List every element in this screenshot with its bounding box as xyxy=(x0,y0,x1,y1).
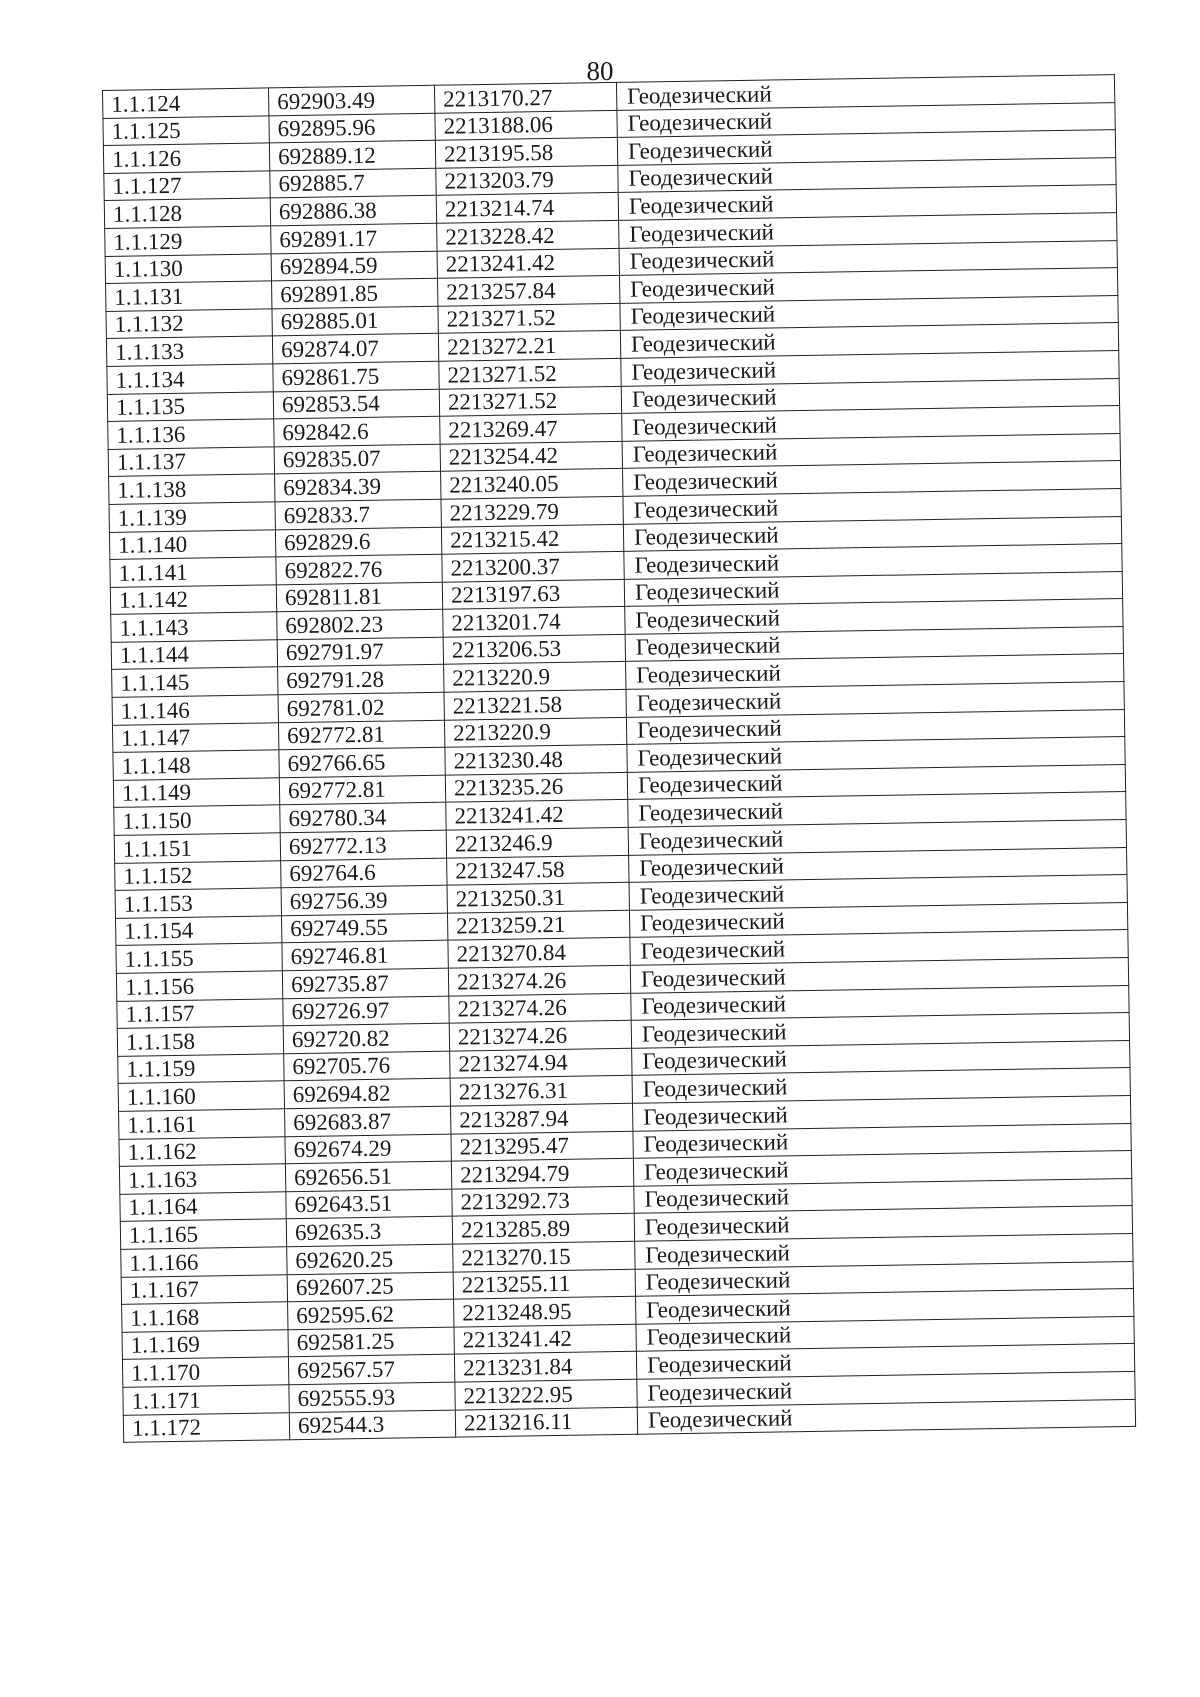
y-coordinate-cell: 2213255.11 xyxy=(453,1269,635,1299)
y-coordinate-cell: 2213195.58 xyxy=(435,138,617,168)
y-coordinate-cell: 2213272.21 xyxy=(438,331,620,361)
y-coordinate-cell: 2213285.89 xyxy=(452,1214,634,1244)
point-type-cell: Геодезический xyxy=(619,240,1117,275)
point-type-cell: Геодезический xyxy=(636,1316,1134,1351)
y-coordinate-cell: 2213229.79 xyxy=(441,496,623,526)
y-coordinate-cell: 2213276.31 xyxy=(450,1076,632,1106)
point-id-cell: 1.1.126 xyxy=(103,143,269,173)
point-id-cell: 1.1.172 xyxy=(123,1412,289,1442)
point-id-cell: 1.1.153 xyxy=(115,888,281,918)
point-id-cell: 1.1.137 xyxy=(108,447,274,477)
point-type-cell: Геодезический xyxy=(631,1013,1129,1048)
point-type-cell: Геодезический xyxy=(625,599,1123,634)
point-type-cell: Геодезический xyxy=(629,847,1127,882)
y-coordinate-cell: 2213201.74 xyxy=(443,607,625,637)
y-coordinate-cell: 2213270.15 xyxy=(453,1241,635,1271)
x-coordinate-cell: 692802.23 xyxy=(277,609,443,639)
x-coordinate-cell: 692726.97 xyxy=(283,996,449,1026)
point-type-cell: Геодезический xyxy=(632,1095,1130,1130)
x-coordinate-cell: 692749.55 xyxy=(281,913,447,943)
y-coordinate-cell: 2213222.95 xyxy=(455,1379,637,1409)
point-id-cell: 1.1.154 xyxy=(116,916,282,946)
x-coordinate-cell: 692791.97 xyxy=(277,637,443,667)
x-coordinate-cell: 692834.39 xyxy=(275,472,441,502)
point-type-cell: Геодезический xyxy=(624,571,1122,606)
x-coordinate-cell: 692683.87 xyxy=(285,1106,451,1136)
point-type-cell: Геодезический xyxy=(621,378,1119,413)
point-type-cell: Геодезический xyxy=(622,433,1120,468)
point-id-cell: 1.1.130 xyxy=(105,253,271,283)
coordinates-table xyxy=(102,74,1136,1443)
point-type-cell: Геодезический xyxy=(617,130,1115,165)
x-coordinate-cell: 692889.12 xyxy=(269,140,435,170)
point-type-cell: Геодезический xyxy=(627,764,1125,799)
point-type-cell: Геодезический xyxy=(633,1151,1131,1186)
y-coordinate-cell: 2213188.06 xyxy=(435,110,617,140)
point-id-cell: 1.1.142 xyxy=(110,585,276,615)
x-coordinate-cell: 692829.6 xyxy=(275,527,441,557)
point-type-cell: Геодезический xyxy=(618,157,1116,192)
point-id-cell: 1.1.169 xyxy=(122,1329,288,1359)
x-coordinate-cell: 692891.17 xyxy=(271,223,437,253)
y-coordinate-cell: 2213170.27 xyxy=(434,82,616,112)
x-coordinate-cell: 692766.65 xyxy=(279,747,445,777)
point-type-cell: Геодезический xyxy=(630,930,1128,965)
point-type-cell: Геодезический xyxy=(637,1399,1135,1434)
y-coordinate-cell: 2213271.52 xyxy=(439,358,621,388)
point-id-cell: 1.1.149 xyxy=(113,778,279,808)
y-coordinate-cell: 2213203.79 xyxy=(436,165,618,195)
x-coordinate-cell: 692874.07 xyxy=(272,334,438,364)
point-type-cell: Геодезический xyxy=(623,461,1121,496)
page-number: 80 xyxy=(586,56,614,86)
point-id-cell: 1.1.145 xyxy=(112,667,278,697)
x-coordinate-cell: 692694.82 xyxy=(284,1079,450,1109)
point-id-cell: 1.1.131 xyxy=(106,281,272,311)
point-type-cell: Геодезический xyxy=(635,1233,1133,1268)
y-coordinate-cell: 2213197.63 xyxy=(442,579,624,609)
y-coordinate-cell: 2213250.31 xyxy=(447,883,629,913)
x-coordinate-cell: 692903.49 xyxy=(268,85,434,115)
point-type-cell: Геодезический xyxy=(616,75,1114,110)
x-coordinate-cell: 692835.07 xyxy=(274,444,440,474)
y-coordinate-cell: 2213294.79 xyxy=(451,1158,633,1188)
point-type-cell: Геодезический xyxy=(627,737,1125,772)
x-coordinate-cell: 692756.39 xyxy=(281,885,447,915)
x-coordinate-cell: 692656.51 xyxy=(285,1161,451,1191)
point-id-cell: 1.1.141 xyxy=(110,557,276,587)
point-id-cell: 1.1.161 xyxy=(119,1109,285,1139)
y-coordinate-cell: 2213269.47 xyxy=(440,414,622,444)
x-coordinate-cell: 692891.85 xyxy=(272,278,438,308)
y-coordinate-cell: 2213274.26 xyxy=(449,1020,631,1050)
y-coordinate-cell: 2213200.37 xyxy=(442,551,624,581)
point-id-cell: 1.1.157 xyxy=(117,998,283,1028)
point-type-cell: Геодезический xyxy=(619,213,1117,248)
x-coordinate-cell: 692842.6 xyxy=(274,416,440,446)
point-id-cell: 1.1.168 xyxy=(122,1302,288,1332)
point-id-cell: 1.1.138 xyxy=(109,474,275,504)
point-type-cell: Геодезический xyxy=(619,268,1117,303)
point-type-cell: Геодезический xyxy=(636,1344,1134,1379)
point-id-cell: 1.1.147 xyxy=(112,722,278,752)
point-type-cell: Геодезический xyxy=(623,488,1121,523)
y-coordinate-cell: 2213274.94 xyxy=(450,1048,632,1078)
point-type-cell: Геодезический xyxy=(629,902,1127,937)
y-coordinate-cell: 2213230.48 xyxy=(445,745,627,775)
y-coordinate-cell: 2213271.52 xyxy=(438,303,620,333)
x-coordinate-cell: 692780.34 xyxy=(280,803,446,833)
point-type-cell: Геодезический xyxy=(622,406,1120,441)
x-coordinate-cell: 692781.02 xyxy=(278,692,444,722)
x-coordinate-cell: 692811.81 xyxy=(276,582,442,612)
point-id-cell: 1.1.136 xyxy=(108,419,274,449)
y-coordinate-cell: 2213241.42 xyxy=(454,1324,636,1354)
x-coordinate-cell: 692635.3 xyxy=(286,1216,452,1246)
point-type-cell: Геодезический xyxy=(633,1123,1131,1158)
point-type-cell: Геодезический xyxy=(636,1289,1134,1324)
point-id-cell: 1.1.160 xyxy=(118,1081,284,1111)
x-coordinate-cell: 692772.81 xyxy=(279,775,445,805)
x-coordinate-cell: 692620.25 xyxy=(287,1244,453,1274)
point-type-cell: Геодезический xyxy=(634,1206,1132,1241)
x-coordinate-cell: 692895.96 xyxy=(269,113,435,143)
point-id-cell: 1.1.148 xyxy=(113,750,279,780)
point-id-cell: 1.1.133 xyxy=(106,336,272,366)
point-id-cell: 1.1.170 xyxy=(122,1357,288,1387)
x-coordinate-cell: 692894.59 xyxy=(271,251,437,281)
x-coordinate-cell: 692705.76 xyxy=(284,1051,450,1081)
y-coordinate-cell: 2213292.73 xyxy=(452,1186,634,1216)
y-coordinate-cell: 2213274.26 xyxy=(449,993,631,1023)
point-id-cell: 1.1.171 xyxy=(123,1385,289,1415)
y-coordinate-cell: 2213231.84 xyxy=(454,1352,636,1382)
point-type-cell: Геодезический xyxy=(626,682,1124,717)
y-coordinate-cell: 2213274.26 xyxy=(448,965,630,995)
x-coordinate-cell: 692567.57 xyxy=(288,1354,454,1384)
x-coordinate-cell: 692764.6 xyxy=(281,858,447,888)
x-coordinate-cell: 692791.28 xyxy=(278,665,444,695)
point-id-cell: 1.1.159 xyxy=(118,1054,284,1084)
y-coordinate-cell: 2213220.9 xyxy=(444,662,626,692)
x-coordinate-cell: 692885.01 xyxy=(272,306,438,336)
point-type-cell: Геодезический xyxy=(624,544,1122,579)
point-type-cell: Геодезический xyxy=(621,350,1119,385)
x-coordinate-cell: 692746.81 xyxy=(282,941,448,971)
y-coordinate-cell: 2213254.42 xyxy=(440,441,622,471)
point-type-cell: Геодезический xyxy=(637,1371,1135,1406)
point-id-cell: 1.1.144 xyxy=(111,640,277,670)
point-type-cell: Геодезический xyxy=(628,792,1126,827)
point-id-cell: 1.1.129 xyxy=(105,226,271,256)
point-type-cell: Геодезический xyxy=(632,1068,1130,1103)
point-id-cell: 1.1.151 xyxy=(114,833,280,863)
point-id-cell: 1.1.166 xyxy=(121,1247,287,1277)
x-coordinate-cell: 692833.7 xyxy=(275,499,441,529)
point-type-cell: Геодезический xyxy=(635,1261,1133,1296)
x-coordinate-cell: 692885.7 xyxy=(270,168,436,198)
point-id-cell: 1.1.132 xyxy=(106,309,272,339)
x-coordinate-cell: 692544.3 xyxy=(289,1410,455,1440)
x-coordinate-cell: 692772.13 xyxy=(280,830,446,860)
point-type-cell: Геодезический xyxy=(625,626,1123,661)
x-coordinate-cell: 692772.81 xyxy=(278,720,444,750)
point-id-cell: 1.1.150 xyxy=(114,805,280,835)
point-type-cell: Геодезический xyxy=(626,654,1124,689)
x-coordinate-cell: 692643.51 xyxy=(286,1189,452,1219)
x-coordinate-cell: 692581.25 xyxy=(288,1327,454,1357)
y-coordinate-cell: 2213247.58 xyxy=(447,855,629,885)
point-id-cell: 1.1.163 xyxy=(119,1164,285,1194)
table-body xyxy=(103,75,1136,1443)
point-id-cell: 1.1.143 xyxy=(111,612,277,642)
point-id-cell: 1.1.152 xyxy=(115,860,281,890)
x-coordinate-cell: 692853.54 xyxy=(273,389,439,419)
point-type-cell: Геодезический xyxy=(632,1040,1130,1075)
point-type-cell: Геодезический xyxy=(626,709,1124,744)
point-id-cell: 1.1.134 xyxy=(107,364,273,394)
point-id-cell: 1.1.146 xyxy=(112,695,278,725)
y-coordinate-cell: 2213241.42 xyxy=(446,800,628,830)
point-id-cell: 1.1.156 xyxy=(116,971,282,1001)
point-id-cell: 1.1.162 xyxy=(119,1136,285,1166)
x-coordinate-cell: 692607.25 xyxy=(287,1272,453,1302)
point-type-cell: Геодезический xyxy=(630,957,1128,992)
point-type-cell: Геодезический xyxy=(617,102,1115,137)
y-coordinate-cell: 2213206.53 xyxy=(443,634,625,664)
y-coordinate-cell: 2213216.11 xyxy=(455,1407,637,1437)
y-coordinate-cell: 2213221.58 xyxy=(444,689,626,719)
point-id-cell: 1.1.155 xyxy=(116,943,282,973)
y-coordinate-cell: 2213235.26 xyxy=(445,772,627,802)
point-type-cell: Геодезический xyxy=(634,1178,1132,1213)
point-type-cell: Геодезический xyxy=(628,820,1126,855)
point-id-cell: 1.1.167 xyxy=(121,1274,287,1304)
y-coordinate-cell: 2213246.9 xyxy=(446,827,628,857)
x-coordinate-cell: 692555.93 xyxy=(289,1382,455,1412)
y-coordinate-cell: 2213270.84 xyxy=(448,938,630,968)
y-coordinate-cell: 2213220.9 xyxy=(444,717,626,747)
x-coordinate-cell: 692674.29 xyxy=(285,1134,451,1164)
x-coordinate-cell: 692886.38 xyxy=(270,196,436,226)
y-coordinate-cell: 2213228.42 xyxy=(437,220,619,250)
y-coordinate-cell: 2213287.94 xyxy=(451,1103,633,1133)
y-coordinate-cell: 2213271.52 xyxy=(439,386,621,416)
point-id-cell: 1.1.158 xyxy=(117,1026,283,1056)
point-type-cell: Геодезический xyxy=(631,985,1129,1020)
y-coordinate-cell: 2213248.95 xyxy=(454,1296,636,1326)
point-id-cell: 1.1.135 xyxy=(107,391,273,421)
y-coordinate-cell: 2213241.42 xyxy=(437,248,619,278)
point-id-cell: 1.1.164 xyxy=(120,1191,286,1221)
x-coordinate-cell: 692861.75 xyxy=(273,361,439,391)
y-coordinate-cell: 2213259.21 xyxy=(447,910,629,940)
point-type-cell: Геодезический xyxy=(623,516,1121,551)
y-coordinate-cell: 2213214.74 xyxy=(436,193,618,223)
point-type-cell: Геодезический xyxy=(620,323,1118,358)
y-coordinate-cell: 2213240.05 xyxy=(441,469,623,499)
point-id-cell: 1.1.139 xyxy=(109,502,275,532)
x-coordinate-cell: 692822.76 xyxy=(276,554,442,584)
point-id-cell: 1.1.165 xyxy=(120,1219,286,1249)
point-type-cell: Геодезический xyxy=(618,185,1116,220)
point-id-cell: 1.1.127 xyxy=(104,171,270,201)
y-coordinate-cell: 2213215.42 xyxy=(441,524,623,554)
y-coordinate-cell: 2213257.84 xyxy=(438,276,620,306)
point-id-cell: 1.1.140 xyxy=(109,529,275,559)
x-coordinate-cell: 692595.62 xyxy=(288,1299,454,1329)
point-type-cell: Геодезический xyxy=(629,875,1127,910)
x-coordinate-cell: 692720.82 xyxy=(283,1023,449,1053)
point-id-cell: 1.1.124 xyxy=(103,88,269,118)
point-id-cell: 1.1.125 xyxy=(103,115,269,145)
point-id-cell: 1.1.128 xyxy=(104,198,270,228)
point-type-cell: Геодезический xyxy=(620,295,1118,330)
y-coordinate-cell: 2213295.47 xyxy=(451,1131,633,1161)
x-coordinate-cell: 692735.87 xyxy=(282,968,448,998)
